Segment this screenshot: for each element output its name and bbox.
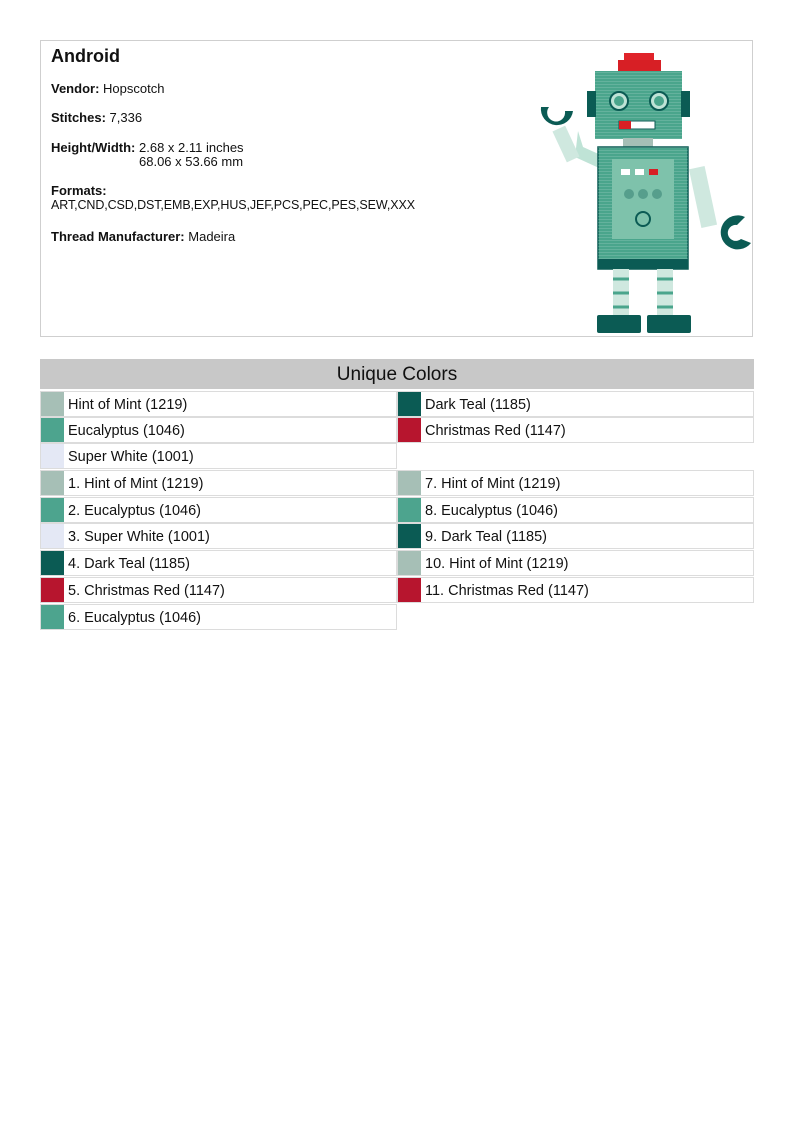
color-label: 9. Dark Teal (1185) [425,529,547,545]
color-swatch [41,418,64,442]
design-info-panel [40,40,753,337]
color-label: 11. Christmas Red (1147) [425,583,589,599]
stitches-label: Stitches: [51,110,106,125]
color-swatch [398,551,421,575]
thread-label: Thread Manufacturer: [51,229,185,244]
sequence-color-cell [397,470,754,496]
color-label: Dark Teal (1185) [425,397,531,413]
vendor-value: Hopscotch [103,81,165,96]
color-label: 3. Super White (1001) [68,529,210,545]
color-label: Christmas Red (1147) [425,423,566,439]
color-swatch [41,605,64,629]
sequence-color-cell [40,497,397,523]
color-swatch [398,471,421,495]
unique-color-cell [40,391,397,417]
color-swatch [398,392,421,416]
size-inches: 2.68 x 2.11 inches [139,140,244,155]
size-row [51,141,244,169]
color-swatch [41,498,64,522]
color-swatch [398,578,421,602]
sequence-color-cell [397,497,754,523]
unique-color-cell [40,443,397,469]
color-label: 4. Dark Teal (1185) [68,556,190,572]
unique-color-cell [40,417,397,443]
thread-row [51,230,235,244]
color-swatch [41,524,64,548]
unique-color-cell [397,417,754,443]
sequence-color-cell [40,550,397,576]
unique-colors-header: Unique Colors [40,359,754,389]
thread-value: Madeira [188,229,236,244]
formats-row [51,184,415,212]
color-swatch [41,392,64,416]
color-swatch [41,471,64,495]
color-label: 5. Christmas Red (1147) [68,583,225,599]
stitches-row [51,111,142,125]
vendor-row [51,82,164,96]
color-label: Eucalyptus (1046) [68,423,185,439]
formats-label: Formats: [51,183,107,198]
sequence-color-cell [40,604,397,630]
design-name: Android [51,46,120,66]
color-swatch [398,418,421,442]
unique-color-cell [397,391,754,417]
color-label: Hint of Mint (1219) [68,397,188,413]
sequence-color-cell [40,577,397,603]
sequence-color-cell [40,523,397,549]
size-label: Height/Width: [51,140,136,155]
color-swatch [398,498,421,522]
vendor-label: Vendor: [51,81,100,96]
sequence-color-cell [397,577,754,603]
size-mm: 68.06 x 53.66 mm [139,154,244,169]
color-label: 8. Eucalyptus (1046) [425,503,558,519]
robot-embroidery-image [523,47,753,335]
color-swatch [41,578,64,602]
sequence-color-cell [397,550,754,576]
color-label: 2. Eucalyptus (1046) [68,503,201,519]
color-label: 7. Hint of Mint (1219) [425,476,561,492]
color-swatch [41,444,64,468]
color-label: 10. Hint of Mint (1219) [425,556,569,572]
formats-value: ART,CND,CSD,DST,EMB,EXP,HUS,JEF,PCS,PEC,PES,SEW,XXX [51,198,415,212]
color-label: Super White (1001) [68,449,194,465]
color-swatch [41,551,64,575]
color-swatch [398,524,421,548]
stitches-value: 7,336 [109,110,143,125]
color-label: 1. Hint of Mint (1219) [68,476,204,492]
color-label: 6. Eucalyptus (1046) [68,610,201,626]
sequence-color-cell [40,470,397,496]
sequence-color-cell [397,523,754,549]
